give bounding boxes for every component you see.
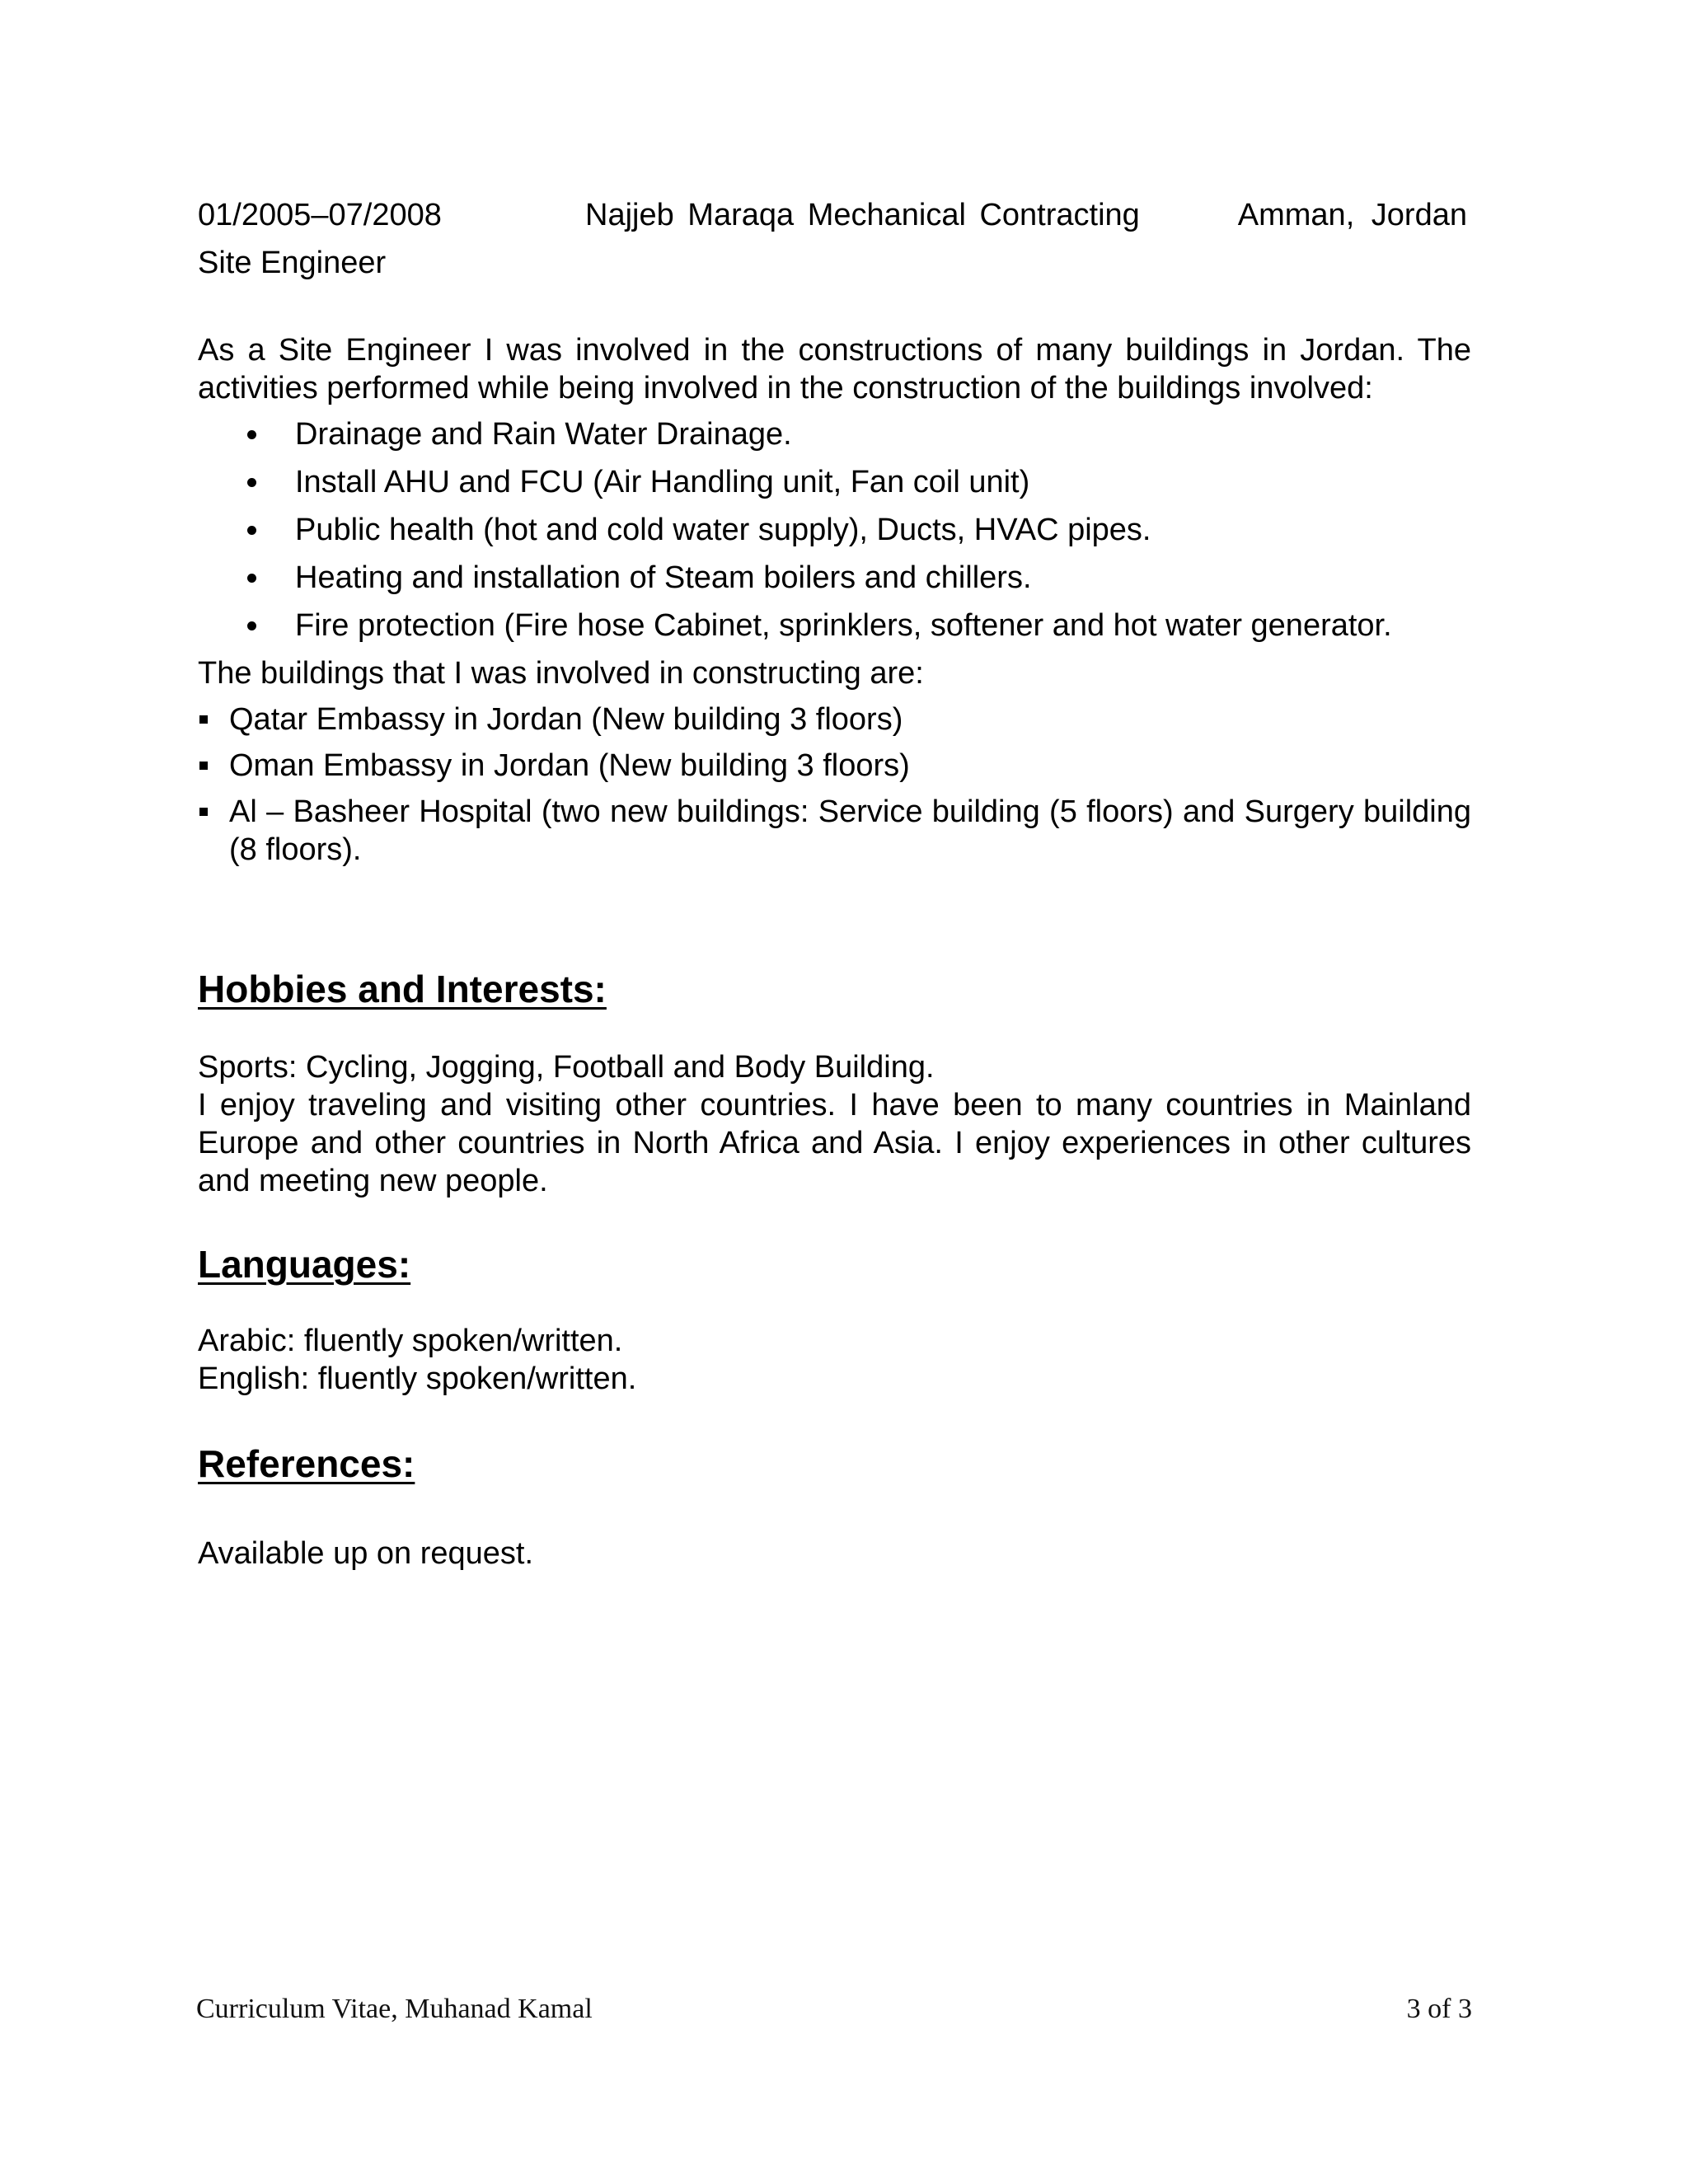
hobbies-section bbox=[198, 1048, 1471, 1200]
language-english: English: fluently spoken/written. bbox=[198, 1361, 637, 1396]
list-item: Install AHU and FCU (Air Handling unit, Fan coil unit) bbox=[198, 463, 1484, 511]
list-item: Drainage and Rain Water Drainage. bbox=[198, 415, 1484, 463]
list-item: Qatar Embassy in Jordan (New building 3 floors) bbox=[198, 701, 1471, 738]
job-header-line bbox=[198, 194, 1467, 236]
buildings-list bbox=[198, 701, 1471, 877]
activities-list bbox=[198, 415, 1484, 654]
hobbies-travel: I enjoy traveling and visiting other countries. I have been to many countries in Mainland Europe and other countries in North Africa and Asia. I enjoy experiences in other cultures and meeting new people. bbox=[198, 1088, 1471, 1198]
list-item: Heating and installation of Steam boilers and chillers. bbox=[198, 559, 1484, 607]
bullet-icon bbox=[247, 574, 256, 583]
bullet-icon bbox=[247, 430, 256, 439]
job-intro: As a Site Engineer I was involved in the constructions of many buildings in Jordan. The activities performed while being involved in the construction of the buildings involved: bbox=[198, 333, 1471, 405]
square-bullet-icon bbox=[199, 808, 208, 816]
bullet-icon bbox=[247, 526, 256, 535]
list-item: Public health (hot and cold water supply), Ducts, HVAC pipes. bbox=[198, 511, 1484, 559]
references-text: Available up on request. bbox=[198, 1536, 534, 1571]
square-bullet-icon bbox=[199, 762, 208, 770]
footer-title: Curriculum Vitae, Muhanad Kamal bbox=[196, 1994, 593, 2024]
job-dates: 01/2005–07/2008 bbox=[198, 198, 442, 232]
languages-section bbox=[198, 1322, 1471, 1398]
bullet-icon bbox=[247, 478, 256, 487]
language-arabic: Arabic: fluently spoken/written. bbox=[198, 1324, 623, 1358]
hobbies-heading: Hobbies and Interests: bbox=[198, 968, 607, 1010]
page-number: 3 of 3 bbox=[1406, 1994, 1472, 2024]
references-heading: References: bbox=[198, 1442, 415, 1485]
page-footer bbox=[196, 1993, 1472, 2026]
list-item: Al – Basheer Hospital (two new buildings: Service building (5 floors) and Surgery building (8 floors). bbox=[198, 793, 1471, 869]
square-bullet-icon bbox=[199, 715, 208, 724]
bullet-icon bbox=[247, 621, 256, 630]
job-company: Najjeb Maraqa Mechanical Contracting bbox=[585, 198, 1140, 232]
languages-heading: Languages: bbox=[198, 1243, 411, 1286]
buildings-intro: The buildings that I was involved in constructing are: bbox=[198, 656, 924, 691]
job-location: Amman, Jordan bbox=[1237, 198, 1467, 232]
job-title: Site Engineer bbox=[198, 246, 387, 280]
hobbies-sports: Sports: Cycling, Jogging, Football and Body Building. bbox=[198, 1050, 935, 1085]
list-item: Oman Embassy in Jordan (New building 3 floors) bbox=[198, 747, 1471, 785]
list-item: Fire protection (Fire hose Cabinet, sprinklers, softener and hot water generator. bbox=[198, 607, 1484, 654]
